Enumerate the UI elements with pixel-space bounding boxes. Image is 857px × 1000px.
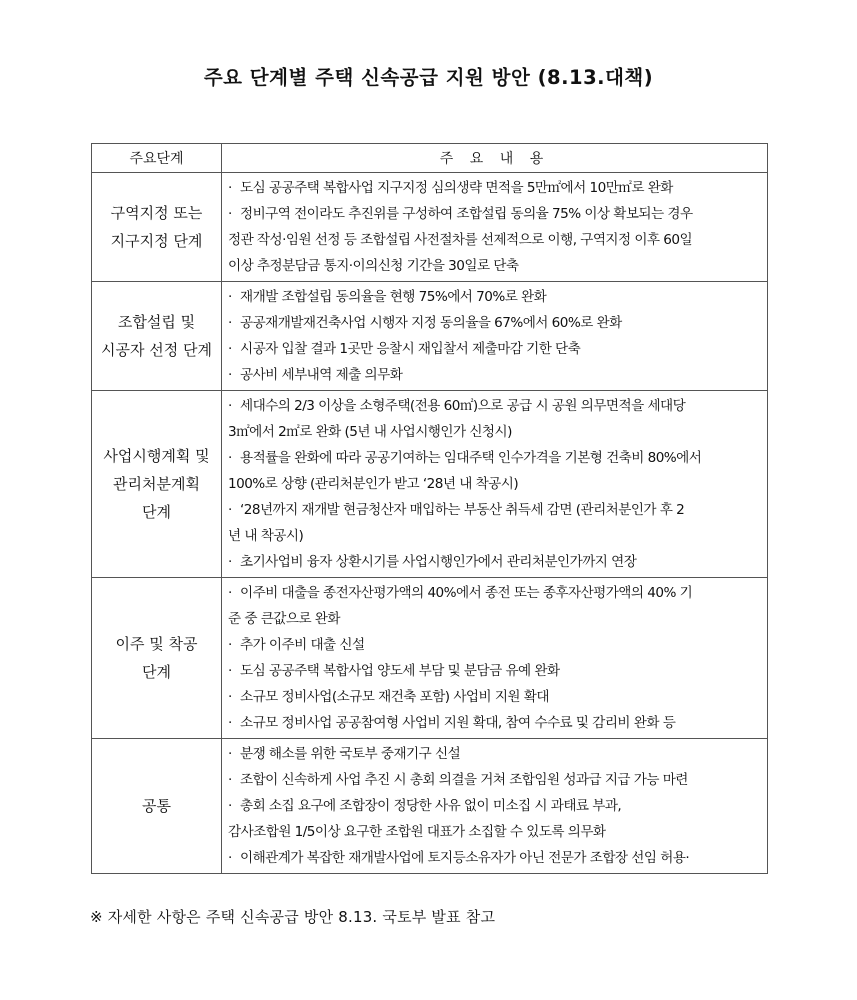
footnote: ※ 자세한 사항은 주택 신속공급 방안 8.13. 국토부 발표 참고 [90, 908, 496, 926]
item-text: 초기사업비 융자 상환시기를 사업시행인가에서 관리처분인가까지 연장 [240, 554, 637, 570]
list-item [228, 336, 761, 362]
item-text: 이주비 대출을 종전자산평가액의 40%에서 종전 또는 종후자산평가액의 40% 기 [240, 585, 693, 601]
item-list [228, 393, 761, 575]
content-cell [222, 282, 768, 391]
table-row [92, 391, 768, 578]
policy-table [91, 143, 768, 874]
stage-cell [92, 282, 222, 391]
table-header-row [92, 144, 768, 173]
stage-label: 조합설립 및 [117, 313, 196, 331]
item-text: 소규모 정비사업 공공참여형 사업비 지원 확대, 참여 수수료 및 감리비 완화 등 [240, 715, 676, 731]
item-list [228, 175, 761, 279]
item-text: 소규모 정비사업(소규모 재건축 포함) 사업비 지원 확대 [240, 689, 549, 705]
list-item [228, 684, 761, 710]
list-item [228, 549, 761, 575]
item-text: ‘28년까지 재개발 현금청산자 매입하는 부동산 취득세 감면 (관리처분인가 후 2 [240, 502, 685, 518]
item-text: 감사조합원 1/5이상 요구한 조합원 대표가 소집할 수 있도록 의무화 [228, 824, 606, 840]
list-item [228, 310, 761, 336]
bullet-icon: · [228, 850, 232, 866]
item-text: 용적률을 완화에 따라 공공기여하는 임대주택 인수가격을 기본형 건축비 80%에서 [240, 450, 702, 466]
item-text: 정관 작성·임원 선정 등 조합설립 사전절차를 선제적으로 이행, 구역지정 이후 60일 [228, 232, 693, 248]
content-cell [222, 391, 768, 578]
stage-label: 사업시행계획 및 [103, 447, 210, 465]
item-text: 정비구역 전이라도 추진위를 구성하여 조합설립 동의율 75% 이상 확보되는 경우 [240, 206, 693, 222]
list-item [228, 632, 761, 658]
bullet-icon: · [228, 585, 232, 601]
table-row [92, 282, 768, 391]
item-list [228, 741, 761, 871]
list-item [228, 393, 761, 445]
bullet-icon: · [228, 450, 232, 466]
item-text: 추가 이주비 대출 신설 [240, 637, 365, 653]
stage-cell [92, 578, 222, 739]
bullet-icon: · [228, 206, 232, 222]
bullet-icon: · [228, 746, 232, 762]
item-list [228, 284, 761, 388]
bullet-icon: · [228, 637, 232, 653]
stage-label: 시공자 선정 단계 [101, 341, 212, 359]
item-text: 시공자 입찰 결과 1곳만 응찰시 재입찰서 제출마감 기한 단축 [240, 341, 581, 357]
item-text: 공공재개발재건축사업 시행자 지정 동의율을 67%에서 60%로 완화 [240, 315, 622, 331]
bullet-icon: · [228, 180, 232, 196]
item-text: 세대수의 2/3 이상을 소형주택(전용 60㎡)으로 공급 시 공원 의무면적을 세대당 [240, 398, 686, 414]
list-item [228, 284, 761, 310]
item-text: 분쟁 해소를 위한 국토부 중재기구 신설 [240, 746, 461, 762]
stage-label: 관리처분계획 [113, 475, 200, 493]
bullet-icon: · [228, 689, 232, 705]
item-text: 3㎡에서 2㎡로 완화 (5년 내 사업시행인가 신청시) [228, 424, 512, 440]
stage-label: 단계 [142, 503, 171, 521]
stage-cell [92, 173, 222, 282]
list-item [228, 710, 761, 736]
content-cell [222, 578, 768, 739]
bullet-icon: · [228, 341, 232, 357]
stage-label: 구역지정 또는 [110, 204, 203, 222]
list-item [228, 362, 761, 388]
stage-cell [92, 739, 222, 874]
item-text: 도심 공공주택 복합사업 양도세 부담 및 분담금 유예 완화 [240, 663, 560, 679]
bullet-icon: · [228, 772, 232, 788]
bullet-icon: · [228, 554, 232, 570]
header-stage: 주요단계 [92, 144, 222, 173]
list-item [228, 201, 761, 279]
header-content: 주 요 내 용 [222, 144, 768, 173]
list-item [228, 658, 761, 684]
item-text: 공사비 세부내역 제출 의무화 [240, 367, 403, 383]
list-item [228, 793, 761, 845]
bullet-icon: · [228, 663, 232, 679]
bullet-icon: · [228, 798, 232, 814]
bullet-icon: · [228, 367, 232, 383]
table-row [92, 173, 768, 282]
bullet-icon: · [228, 398, 232, 414]
page-title: 주요 단계별 주택 신속공급 지원 방안 (8.13.대책) [203, 66, 654, 89]
table-body [92, 173, 768, 874]
stage-label: 이주 및 착공 [115, 635, 198, 653]
list-item [228, 845, 761, 871]
list-item [228, 497, 761, 549]
item-list [228, 580, 761, 736]
item-text: 총회 소집 요구에 조합장이 정당한 사유 없이 미소집 시 과태료 부과, [240, 798, 622, 814]
item-text: 준 중 큰값으로 완화 [228, 611, 340, 627]
table-row [92, 739, 768, 874]
bullet-icon: · [228, 502, 232, 518]
list-item [228, 767, 761, 793]
stage-label: 공통 [142, 797, 171, 815]
stage-cell [92, 391, 222, 578]
list-item [228, 741, 761, 767]
content-cell [222, 173, 768, 282]
table-row [92, 578, 768, 739]
item-text: 도심 공공주택 복합사업 지구지정 심의생략 면적을 5만㎡에서 10만㎡로 완화 [240, 180, 673, 196]
bullet-icon: · [228, 289, 232, 305]
stage-label: 단계 [142, 663, 171, 681]
content-cell [222, 739, 768, 874]
bullet-icon: · [228, 315, 232, 331]
item-text: 이상 추정분담금 통지·이의신청 기간을 30일로 단축 [228, 258, 519, 274]
item-text: 년 내 착공시) [228, 528, 304, 544]
list-item [228, 175, 761, 201]
list-item [228, 445, 761, 497]
list-item [228, 580, 761, 632]
item-text: 재개발 조합설립 동의율을 현행 75%에서 70%로 완화 [240, 289, 547, 305]
item-text: 조합이 신속하게 사업 추진 시 총회 의결을 거쳐 조합임원 성과급 지급 가능 마련 [240, 772, 688, 788]
bullet-icon: · [228, 715, 232, 731]
stage-label: 지구지정 단계 [110, 232, 203, 250]
item-text: 이해관계가 복잡한 재개발사업에 토지등소유자가 아닌 전문가 조합장 선임 허용· [240, 850, 690, 866]
item-text: 100%로 상향 (관리처분인가 받고 ‘28년 내 착공시) [228, 476, 519, 492]
